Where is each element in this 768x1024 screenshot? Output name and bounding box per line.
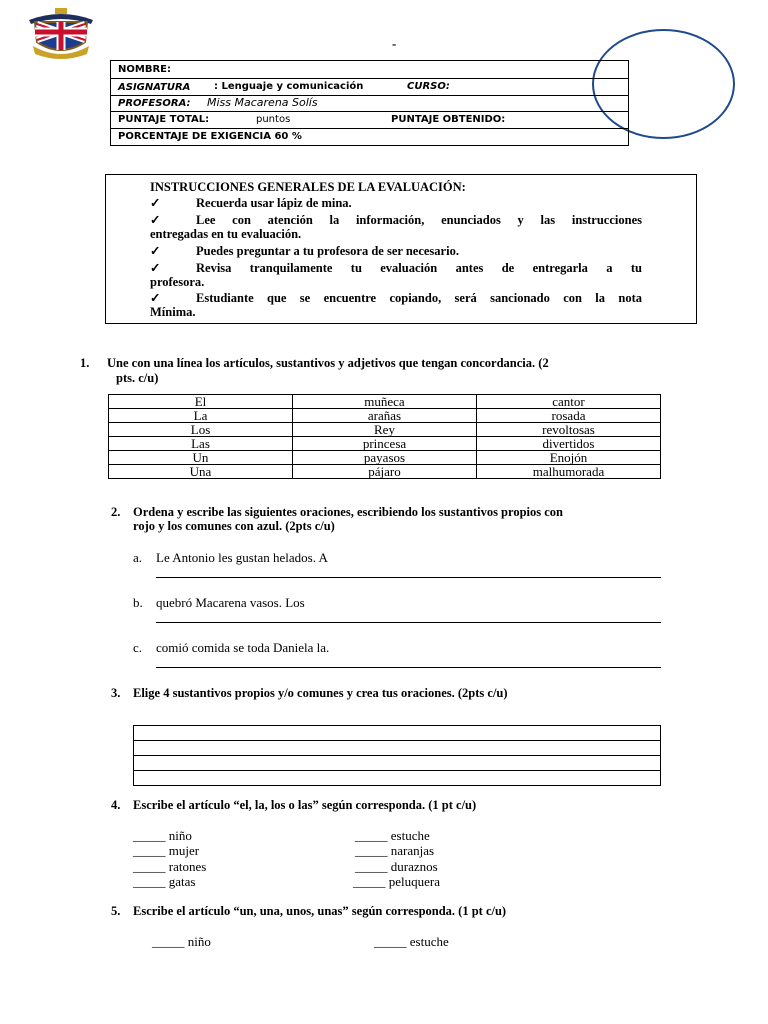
q4-right-item: _____ naranjas — [355, 843, 435, 858]
header-dash: - — [392, 36, 397, 51]
q2a-sentence: Le Antonio les gustan helados. A — [156, 550, 328, 565]
answer-line[interactable] — [156, 622, 661, 623]
table-row — [109, 465, 661, 479]
check-icon: ✓ — [150, 213, 161, 227]
q2b-letter: b. — [133, 595, 143, 610]
table-row — [109, 395, 661, 409]
article-cell: Las — [109, 437, 293, 451]
answer-line[interactable] — [156, 667, 661, 668]
instructions-title: INSTRUCCIONES GENERALES DE LA EVALUACIÓN: — [150, 180, 466, 194]
q1-title: Une con una línea los artículos, sustantivos y adjetivos que tengan concordancia. (2 — [107, 356, 549, 370]
table-row — [109, 437, 661, 451]
q2c-sentence: comió comida se toda Daniela la. — [156, 640, 330, 655]
q5-right-item: _____ estuche — [374, 934, 449, 949]
row-porcentaje — [111, 129, 628, 145]
noun-cell: arañas — [293, 409, 477, 423]
adjective-cell: divertidos — [477, 437, 661, 451]
puntaje-total-value: puntos — [256, 114, 291, 125]
q4-title: Escribe el artículo “el, la, los o las” según corresponda. (1 pt c/u) — [133, 798, 477, 812]
answer-blank[interactable]: _____ — [355, 828, 388, 843]
q3-title: Elige 4 sustantivos propios y/o comunes y crea tus oraciones. (2pts c/u) — [133, 686, 508, 700]
answer-blank[interactable]: _____ — [133, 828, 166, 843]
q2-title-cont: rojo y los comunes con azul. (2pts c/u) — [133, 519, 335, 533]
article-cell: Una — [109, 465, 293, 479]
row-puntaje — [111, 112, 628, 129]
instruction-item-cont: entregadas en tu evaluación. — [150, 227, 302, 241]
q2b-sentence: quebró Macarena vasos. Los — [156, 595, 305, 610]
article-cell: La — [109, 409, 293, 423]
q4-left-item: _____ mujer — [133, 843, 200, 858]
nombre-label: NOMBRE: — [118, 64, 171, 75]
answer-line[interactable] — [156, 577, 661, 578]
article-cell: El — [109, 395, 293, 409]
writing-cell[interactable] — [134, 771, 661, 786]
writing-cell[interactable] — [134, 726, 661, 741]
q4-number: 4. — [111, 798, 121, 812]
answer-blank[interactable]: _____ — [355, 843, 388, 858]
adjective-cell: malhumorada — [477, 465, 661, 479]
instruction-item: ✓ Puedes preguntar a tu profesora de ser necesario. — [150, 244, 459, 258]
noun-cell: Rey — [293, 423, 477, 437]
q2c-letter: c. — [133, 640, 143, 655]
porcentaje-label: PORCENTAJE DE EXIGENCIA 60 % — [118, 131, 302, 142]
adjective-cell: cantor — [477, 395, 661, 409]
profesora-value: Miss Macarena Solís — [207, 96, 318, 109]
answer-blank[interactable]: _____ — [133, 859, 166, 874]
adjective-cell: revoltosas — [477, 423, 661, 437]
instruction-item: ✓ Recuerda usar lápiz de mina. — [150, 196, 352, 210]
noun-cell: princesa — [293, 437, 477, 451]
answer-blank[interactable]: _____ — [152, 934, 185, 949]
writing-row — [134, 726, 661, 741]
table-row — [109, 409, 661, 423]
sentence-writing-table — [133, 725, 661, 786]
instruction-item: ✓ Lee con atención la información, enunciados y las instrucciones — [150, 213, 642, 227]
noun-cell: pájaro — [293, 465, 477, 479]
check-icon: ✓ — [150, 196, 161, 210]
q2-title: Ordena y escribe las siguientes oraciones, escribiendo los sustantivos propios con — [133, 505, 563, 519]
answer-blank[interactable]: _____ — [355, 859, 388, 874]
noun-cell: muñeca — [293, 395, 477, 409]
answer-blank[interactable]: _____ — [133, 843, 166, 858]
noun-cell: payasos — [293, 451, 477, 465]
answer-blank[interactable]: _____ — [353, 874, 386, 889]
q4-right-item: _____ estuche — [355, 828, 430, 843]
q1-number: 1. — [80, 356, 90, 370]
puntaje-total-label: PUNTAJE TOTAL: — [118, 114, 210, 125]
q2a-letter: a. — [133, 550, 143, 565]
q4-right-item: _____ duraznos — [355, 859, 438, 874]
q1-title-cont: pts. c/u) — [116, 371, 159, 385]
q4-left-item: _____ gatas — [133, 874, 196, 889]
check-icon: ✓ — [150, 244, 161, 258]
instruction-item: ✓ Estudiante que se encuentre copiando, será sancionado con la nota — [150, 291, 642, 305]
row-nombre — [111, 61, 628, 79]
q4-left-item: _____ ratones — [133, 859, 207, 874]
q4-right-item: _____ peluquera — [353, 874, 441, 889]
q5-left-item: _____ niño — [152, 934, 211, 949]
writing-cell[interactable] — [134, 756, 661, 771]
student-info-box — [110, 60, 629, 146]
q2-number: 2. — [111, 505, 121, 519]
q5-title: Escribe el artículo “un, una, unos, unas” según corresponda. (1 pt c/u) — [133, 904, 507, 918]
writing-row — [134, 756, 661, 771]
instruction-item-cont: profesora. — [150, 275, 205, 289]
answer-blank[interactable]: _____ — [133, 874, 166, 889]
answer-blank[interactable]: _____ — [374, 934, 407, 949]
adjective-cell: rosada — [477, 409, 661, 423]
concordance-table — [108, 394, 661, 479]
school-logo — [25, 6, 97, 62]
q3-number: 3. — [111, 686, 121, 700]
writing-cell[interactable] — [134, 741, 661, 756]
instructions-box — [105, 174, 697, 324]
row-asignatura — [111, 79, 628, 96]
asignatura-value: : Lenguaje y comunicación — [214, 81, 364, 92]
adjective-cell: Enojón — [477, 451, 661, 465]
check-icon: ✓ — [150, 261, 161, 275]
article-cell: Un — [109, 451, 293, 465]
profesora-label: PROFESORA: — [118, 98, 191, 109]
puntaje-obtenido-label: PUNTAJE OBTENIDO: — [391, 114, 506, 125]
curso-label: CURSO: — [407, 81, 450, 92]
table-row — [109, 423, 661, 437]
q4-left-item: _____ niño — [133, 828, 192, 843]
asignatura-label: ASIGNATURA — [118, 82, 191, 93]
instruction-item: ✓ Revisa tranquilamente tu evaluación antes de entregarla a tu — [150, 261, 642, 275]
row-profesora — [111, 96, 628, 112]
table-row — [109, 451, 661, 465]
check-icon: ✓ — [150, 291, 161, 305]
writing-row — [134, 741, 661, 756]
article-cell: Los — [109, 423, 293, 437]
q5-number: 5. — [111, 904, 121, 918]
writing-row — [134, 771, 661, 786]
instruction-item-cont: Mínima. — [150, 305, 196, 319]
